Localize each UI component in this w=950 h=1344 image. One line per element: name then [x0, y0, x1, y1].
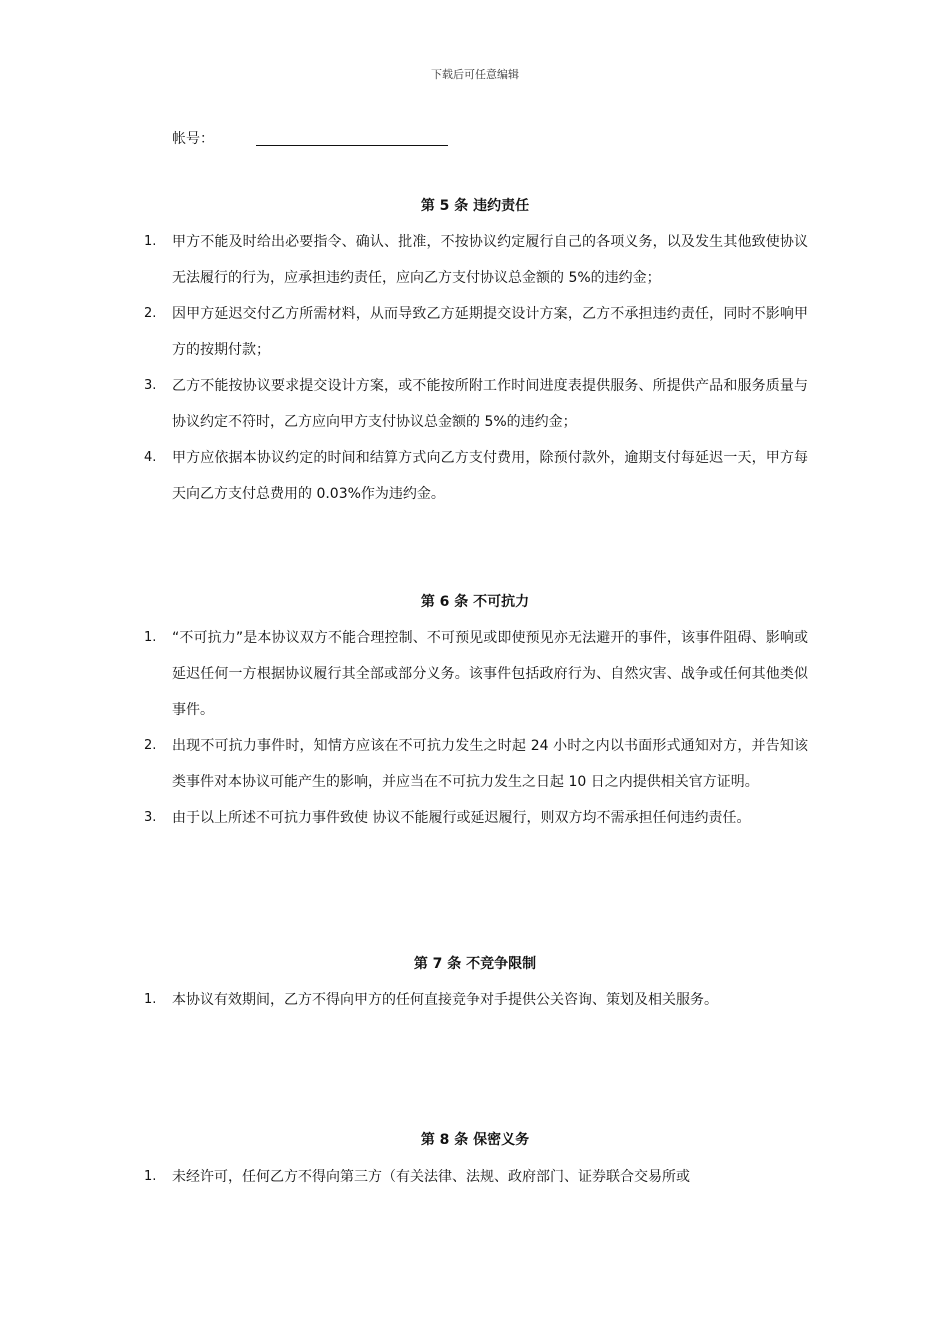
page-header: 下载后可任意编辑 — [431, 68, 519, 81]
section-8-title: 第 8 条 保密义务 — [420, 1132, 530, 1148]
item-text: 甲方不能及时给出必要指令、确认、批准，不按协议约定履行自己的各项义务，以及发生其他致使协议无法履行的行为，应承担违约责任，应向乙方支付协议总金额的 5%的违约金； — [172, 234, 808, 286]
section-7-list — [0, 982, 950, 1018]
section-6-title: 第 6 条 不可抗力 — [420, 594, 530, 610]
list-item — [0, 296, 950, 368]
item-text: 出现不可抗力事件时，知情方应该在不可抗力发生之时起 24 小时之内以书面形式通知对方，并告知该类事件对本协议可能产生的影响，并应当在不可抗力发生之日起 10 日之内提供相关官方证明。 — [172, 738, 808, 790]
item-text: 甲方应依据本协议约定的时间和结算方式向乙方支付费用，除预付款外，逾期支付每延迟一天，甲方每天向乙方支付总费用的 0.03%作为违约金。 — [172, 450, 808, 502]
account-field — [172, 128, 448, 148]
item-number: 1. — [144, 1169, 157, 1184]
section-6-list — [0, 620, 950, 836]
item-text: 未经许可，任何乙方不得向第三方（有关法律、法规、政府部门、证券联合交易所或 — [172, 1169, 690, 1185]
item-text: 乙方不能按协议要求提交设计方案，或不能按所附工作时间进度表提供服务、所提供产品和服务质量与协议约定不符时，乙方应向甲方支付协议总金额的 5%的违约金； — [172, 378, 808, 430]
item-text: 因甲方延迟交付乙方所需材料，从而导致乙方延期提交设计方案，乙方不承担违约责任，同时不影响甲方的按期付款； — [172, 306, 808, 358]
item-number: 3. — [144, 378, 157, 393]
item-text: “不可抗力”是本协议双方不能合理控制、不可预见或即使预见亦无法避开的事件，该事件阻碍、影响或延迟任何一方根据协议履行其全部或部分义务。该事件包括政府行为、自然灾害、战争或任何其他类似事件。 — [172, 630, 808, 718]
list-item — [0, 440, 950, 512]
list-item — [0, 800, 950, 836]
item-number: 1. — [144, 234, 157, 249]
item-number: 3. — [144, 810, 157, 825]
item-number: 1. — [144, 992, 157, 1007]
item-number: 2. — [144, 306, 157, 321]
section-7-title: 第 7 条 不竞争限制 — [413, 956, 537, 972]
section-5-title: 第 5 条 违约责任 — [420, 198, 530, 214]
account-blank-line — [256, 128, 448, 146]
list-item — [0, 982, 950, 1018]
item-text: 由于以上所述不可抗力事件致使 协议不能履行或延迟履行，则双方均不需承担任何违约责任。 — [172, 810, 751, 826]
list-item — [0, 368, 950, 440]
item-text: 本协议有效期间，乙方不得向甲方的任何直接竞争对手提供公关咨询、策划及相关服务。 — [172, 992, 718, 1008]
account-label: 帐号： — [172, 131, 214, 147]
item-number: 2. — [144, 738, 157, 753]
item-number: 1. — [144, 630, 157, 645]
list-item — [0, 1159, 950, 1195]
section-5-list — [0, 224, 950, 512]
list-item — [0, 728, 950, 800]
list-item — [0, 224, 950, 296]
item-number: 4. — [144, 450, 157, 465]
section-8-list — [0, 1159, 950, 1195]
list-item — [0, 620, 950, 728]
